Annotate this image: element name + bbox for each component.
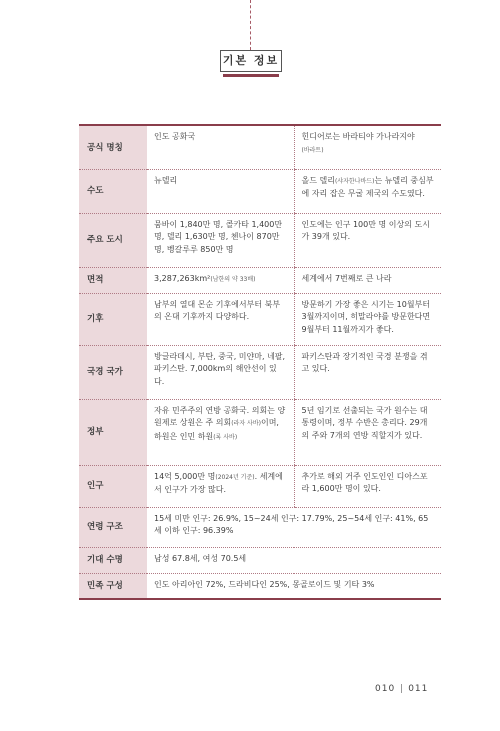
row-value: 인도 공화국 [147,125,294,169]
row-note: 올드 델리(샤자한나바드)는 뉴델리 중심부에 자리 잡은 무굴 제국의 수도였다. [294,169,441,213]
row-label: 수도 [79,169,147,213]
row-label: 면적 [79,267,147,293]
decorative-dashed-line [250,0,251,50]
row-label: 주요 도시 [79,213,147,267]
row-label: 연령 구조 [79,507,147,547]
title-underline [223,74,279,77]
row-value: 뭄바이 1,840만 명, 콜카타 1,400만 명, 델리 1,630만 명, 첸나이 870만 명, 벵갈루루 850만 명 [147,213,294,267]
row-label: 기후 [79,293,147,345]
row-note: 추가로 해외 거주 인도인인 디아스포라 1,600만 명이 있다. [294,465,441,507]
row-value: 뉴델리 [147,169,294,213]
row-value: 14억 5,000만 명(2024년 기준). 세계에서 인구가 가장 많다. [147,465,294,507]
row-value: 남성 67.8세, 여성 70.5세 [147,547,441,573]
section-title: 기본 정보 [220,50,282,72]
table-row [79,213,441,267]
table-row [79,169,441,213]
row-note: 5년 임기로 선출되는 국가 원수는 대통령이며, 정부 수반은 총리다. 29개의 주와 7개의 연방 직할지가 있다. [294,399,441,465]
row-label: 정부 [79,399,147,465]
row-note: 파키스탄과 장기적인 국경 분쟁을 겪고 있다. [294,345,441,399]
row-value: 남부의 열대 몬순 기후에서부터 북부의 온대 기후까지 다양하다. [147,293,294,345]
table-row [79,399,441,465]
row-value: 자유 민주주의 연방 공화국. 의회는 양원제로 상원은 주 의회(라자 사바)이며, 하원은 인민 하원(록 사바) [147,399,294,465]
row-label: 국경 국가 [79,345,147,399]
row-value: 방글라데시, 부탄, 중국, 미얀마, 네팔, 파키스탄. 7,000km의 해안선이 있다. [147,345,294,399]
row-label: 민족 구성 [79,573,147,599]
row-label: 기대 수명 [79,547,147,573]
row-value: 인도 아리아인 72%, 드라비다인 25%, 몽골로이드 및 기타 3% [147,573,441,599]
row-note: 힌디어로는 바라티야 가나라지야 (바라트) [294,125,441,169]
page-numbers [375,684,428,694]
row-value: 3,287,263km²(남한의 약 33배) [147,267,294,293]
table-row [79,125,441,169]
row-note: 인도에는 인구 100만 명 이상의 도시가 39개 있다. [294,213,441,267]
row-note: 세계에서 7번째로 큰 나라 [294,267,441,293]
table-row [79,507,441,547]
row-note: 방문하기 가장 좋은 시기는 10월부터 3월까지이며, 히말라야를 방문한다면 9월부터 11월까지가 좋다. [294,293,441,345]
basic-info-table [79,124,441,600]
table-row [79,465,441,507]
table-row [79,547,441,573]
table-row [79,345,441,399]
page-number-right: 011 [408,684,429,694]
table-row [79,267,441,293]
page-number-left: 010 [375,684,396,694]
page-number-divider [401,684,402,693]
table-row [79,293,441,345]
row-label: 공식 명칭 [79,125,147,169]
table-row [79,573,441,599]
row-label: 인구 [79,465,147,507]
row-value: 15세 미만 인구: 26.9%, 15~24세 인구: 17.79%, 25~54세 인구: 41%, 65세 이하 인구: 96.39% [147,507,441,547]
